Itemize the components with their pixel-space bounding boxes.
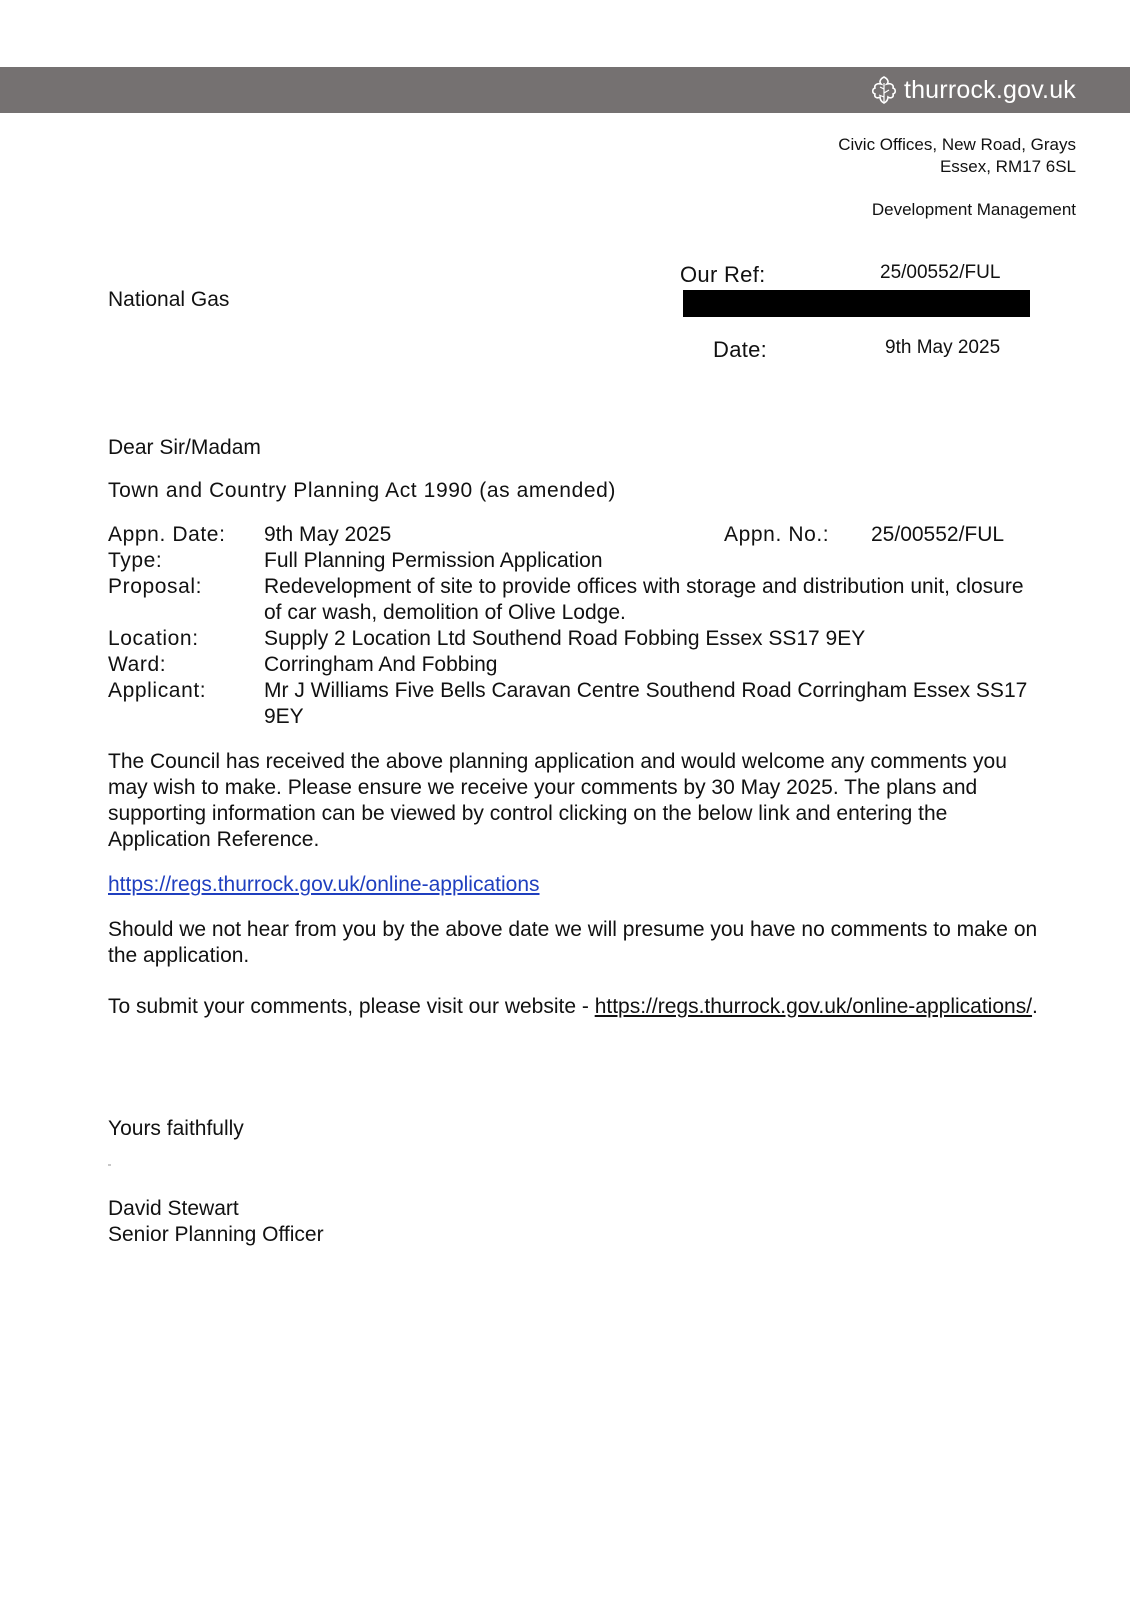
recipient-name: National Gas [108,288,230,311]
submit-comments-link[interactable]: https://regs.thurrock.gov.uk/online-applications/ [594,995,1033,1018]
date-label: Date: [713,337,768,362]
appn-date-value: 9th May 2025 [264,523,392,546]
date-value: 9th May 2025 [885,337,1001,358]
detail-row-type [108,548,1038,574]
appn-no-value: 25/00552/FUL [871,523,1005,546]
location-label: Location: [108,627,199,650]
brand [870,74,1076,106]
applications-link-line [108,872,1038,898]
signatory-block [108,1196,324,1248]
address-line-2: Essex, RM17 6SL [939,157,1076,176]
type-value: Full Planning Permission Application [264,549,603,572]
redaction-bar [683,290,1030,317]
proposal-value: Redevelopment of site to provide offices with storage and distribution unit, closure of car wash, demolition of Olive Lodge. [264,575,1024,624]
submit-comments-paragraph [108,994,1038,1020]
appn-no-label: Appn. No.: [724,523,830,546]
detail-row-appn-date [108,522,1038,548]
proposal-label: Proposal: [108,575,203,598]
header-banner [0,67,1130,113]
submit-comments-text: To submit your comments, please visit our website - [108,995,595,1018]
detail-row-applicant [108,678,1038,730]
notice-paragraph: The Council has received the above planning application and would welcome any comments you may wish to make. Please ensure we receive your comments by 30 May 2025. The plans and supporting information can be viewed by control clicking on the below link and entering the Application Reference. [108,750,1007,851]
signatory-name: David Stewart [108,1197,239,1220]
ward-value: Corringham And Fobbing [264,653,498,676]
ward-label: Ward: [108,653,167,676]
address-line-1: Civic Offices, New Road, Grays [838,135,1076,154]
appn-date-label: Appn. Date: [108,523,226,546]
submit-comments-period: . [1032,995,1038,1018]
location-value: Supply 2 Location Ltd Southend Road Fobbing Essex SS17 9EY [264,627,866,650]
applicant-label: Applicant: [108,679,207,702]
type-label: Type: [108,549,163,572]
oak-leaf-icon [870,75,898,105]
detail-row-proposal [108,574,1038,626]
applicant-value: Mr J Williams Five Bells Caravan Centre Southend Road Corringham Essex SS17 9EY [264,679,1028,728]
application-details [108,522,1038,730]
act-title: Town and Country Planning Act 1990 (as amended) [108,479,617,502]
salutation: Dear Sir/Madam [108,436,261,459]
signatory-title: Senior Planning Officer [108,1223,324,1246]
signature-mark [108,1164,111,1166]
online-applications-link[interactable]: https://regs.thurrock.gov.uk/online-applications [108,873,540,896]
our-ref-label: Our Ref: [680,262,766,287]
no-comment-paragraph: Should we not hear from you by the above date we will presume you have no comments to make on the application. [108,918,1038,967]
detail-row-location [108,626,1038,652]
council-address [838,134,1076,178]
detail-row-ward [108,652,1038,678]
brand-text: thurrock.gov.uk [903,75,1076,104]
our-ref-value: 25/00552/FUL [880,262,1001,283]
closing: Yours faithfully [108,1117,244,1140]
department: Development Management [871,200,1076,219]
